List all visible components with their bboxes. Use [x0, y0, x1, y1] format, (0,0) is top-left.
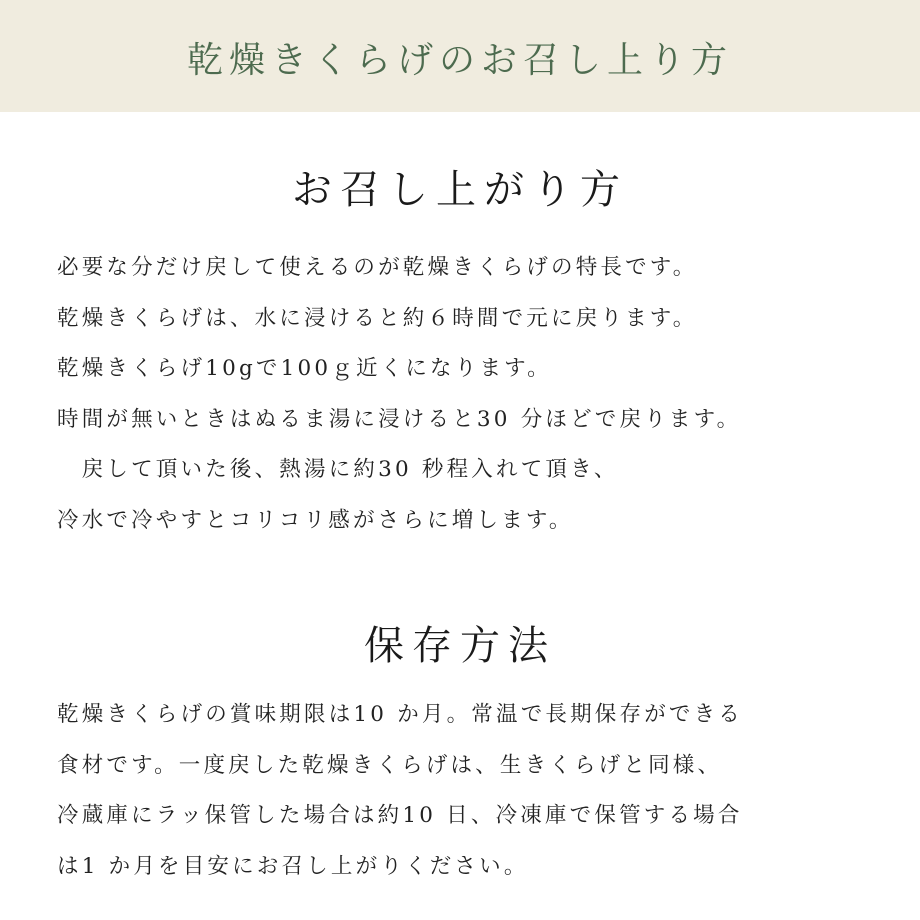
storage-paragraph	[57, 690, 887, 892]
usage-section-title: お召し上がり方	[292, 167, 628, 213]
usage-paragraph	[57, 243, 887, 546]
usage-line: 乾燥きくらげは、水に浸けると約６時間で元に戻ります。	[57, 305, 698, 331]
usage-line: 乾燥きくらげ10gで100ｇ近くになります。	[57, 356, 552, 381]
usage-line: 戻して頂いた後、熱湯に約30 秒程入れて頂き、	[57, 457, 619, 482]
storage-line: 乾燥きくらげの賞味期限は10 か月。常温で長期保存ができる	[57, 702, 743, 727]
page-title: 乾燥きくらげのお召し上り方	[186, 39, 733, 81]
storage-section-title: 保存方法	[364, 623, 556, 669]
storage-line: 食材です。一度戻した乾燥きくらげは、生きくらげと同様、	[57, 752, 723, 778]
usage-line: 冷水で冷やすとコリコリ感がさらに増します。	[57, 507, 574, 533]
usage-line: 必要な分だけ戻して使えるのが乾燥きくらげの特長です。	[57, 255, 698, 280]
storage-line: 冷蔵庫にラッ保管した場合は約10 日、冷凍庫で保管する場合	[57, 803, 743, 828]
usage-line: 時間が無いときはぬるま湯に浸けると30 分ほどで戻ります。	[57, 406, 742, 432]
storage-line: は1 か月を目安にお召し上がりください。	[57, 853, 529, 879]
header-banner	[0, 0, 920, 112]
